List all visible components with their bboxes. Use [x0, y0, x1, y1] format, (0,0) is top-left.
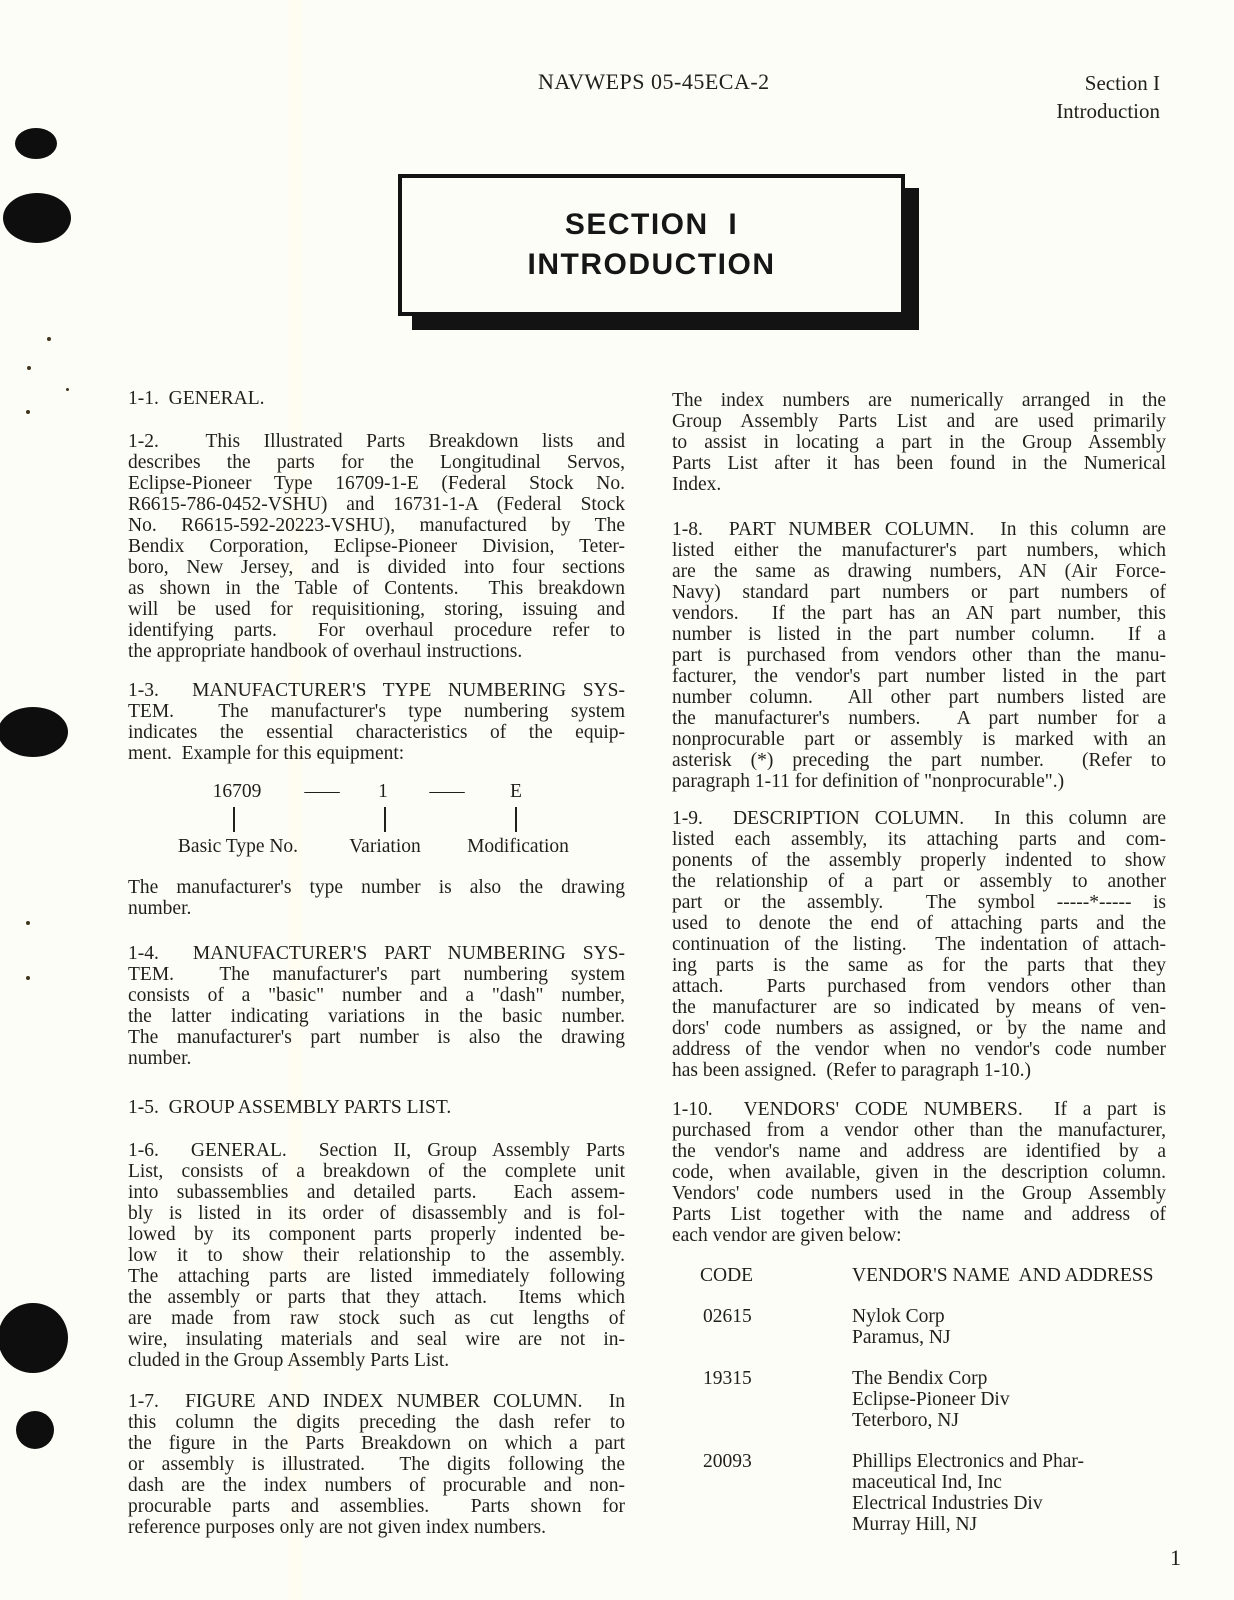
- text-line: number is listed in the part number column. If a: [672, 624, 1166, 645]
- text-line: listed each assembly, its attaching parts and com-: [672, 829, 1166, 850]
- text-line: number column. All other part numbers listed are: [672, 687, 1166, 708]
- text-line: the latter indicating variations in the basic number.: [128, 1006, 625, 1027]
- text-line: this column the digits preceding the dash refer to: [128, 1412, 625, 1433]
- paragraph-1-6: [128, 1140, 625, 1371]
- section-header-line2: Introduction: [1056, 99, 1160, 123]
- text-line: to assist in locating a part in the Group Assembly: [672, 432, 1166, 453]
- text-line: Parts List after it has been found in the Numerical: [672, 453, 1166, 474]
- text-line: identifying parts. For overhaul procedure refer to: [128, 620, 625, 641]
- code-column-header: CODE: [700, 1265, 754, 1286]
- text-line: dors' code numbers as assigned, or by the name and: [672, 1018, 1166, 1039]
- connector-line: [515, 807, 517, 832]
- text-line: 1-6. GENERAL. Section II, Group Assembly Parts: [128, 1140, 625, 1161]
- text-line: R6615-786-0452-VSHU) and 16731-1-A (Federal Stock: [128, 494, 625, 515]
- vendor-address-line: Nylok Corp: [852, 1306, 945, 1327]
- text-line: are made from raw stock such as cut lengths of: [128, 1308, 625, 1329]
- vendor-row: [672, 1306, 1166, 1348]
- paragraph-1-2: [128, 431, 625, 662]
- ink-speck: [26, 921, 30, 925]
- text-line: Parts List together with the name and address of: [672, 1204, 1166, 1225]
- paragraph-1-7: [128, 1391, 625, 1538]
- vendor-row: [672, 1451, 1166, 1535]
- hole-punch-dot: [15, 128, 57, 159]
- vendor-address-line: Eclipse-Pioneer Div: [852, 1389, 1010, 1410]
- text-line: code, when available, given in the description column.: [672, 1162, 1166, 1183]
- text-line: attach. Parts purchased from vendors other than: [672, 976, 1166, 997]
- text-line: used to denote the end of attaching parts and the: [672, 913, 1166, 934]
- vendor-row: [672, 1368, 1166, 1431]
- text-line: The manufacturer's type number is also the drawing: [128, 877, 625, 898]
- vendor-name-column-header: VENDOR'S NAME AND ADDRESS: [852, 1265, 1154, 1286]
- text-line: the appropriate handbook of overhaul instructions.: [128, 641, 523, 662]
- text-line: dash are the index numbers of procurable and non-: [128, 1475, 625, 1496]
- diagram-dash: —: [304, 781, 340, 802]
- diagram-dash: —: [429, 781, 465, 802]
- text-line: 1-4. MANUFACTURER'S PART NUMBERING SYS-: [128, 943, 625, 964]
- text-line: are the same as drawing numbers, AN (Air Force-: [672, 561, 1166, 582]
- paragraph-1-8: [672, 519, 1166, 792]
- text-line: the assembly or parts that they attach. Items which: [128, 1287, 625, 1308]
- text-line: 1-1. GENERAL.: [128, 388, 265, 409]
- text-line: procurable parts and assemblies. Parts shown for: [128, 1496, 625, 1517]
- ink-speck: [66, 388, 69, 391]
- text-line: The manufacturer's part number is also the drawing: [128, 1027, 625, 1048]
- text-line: 1-9. DESCRIPTION COLUMN. In this column are: [672, 808, 1166, 829]
- text-line: consists of a "basic" number and a "dash" number,: [128, 985, 625, 1006]
- text-line: 1-8. PART NUMBER COLUMN. In this column are: [672, 519, 1166, 540]
- text-line: Group Assembly Parts List and are used primarily: [672, 411, 1166, 432]
- right-column: [672, 390, 1166, 1535]
- text-line: describes the parts for the Longitudinal Servos,: [128, 452, 625, 473]
- vendors-table: [672, 1265, 1166, 1535]
- text-line: the relationship of a part or assembly to another: [672, 871, 1166, 892]
- vendor-address-line: Phillips Electronics and Phar-: [852, 1451, 1084, 1472]
- diagram-basic-number: 16709: [212, 781, 262, 802]
- text-line: 1-7. FIGURE AND INDEX NUMBER COLUMN. In: [128, 1391, 625, 1412]
- text-line: The attaching parts are listed immediately following: [128, 1266, 625, 1287]
- text-line: indicates the essential characteristics of the equip-: [128, 722, 625, 743]
- paragraph-index-numbers: [672, 390, 1166, 495]
- type-number-diagram: [128, 781, 625, 857]
- text-line: wire, insulating materials and seal wire are not in-: [128, 1329, 625, 1350]
- text-line: as shown in the Table of Contents. This breakdown: [128, 578, 625, 599]
- diagram-label-variation: Variation: [349, 836, 421, 857]
- vendor-code: 19315: [703, 1368, 752, 1389]
- section-title-line2: INTRODUCTION: [527, 248, 776, 281]
- hole-punch-dot: [3, 193, 71, 243]
- paragraph-1-4: [128, 943, 625, 1069]
- ink-speck: [47, 337, 51, 341]
- text-line: has been assigned. (Refer to paragraph 1-10.): [672, 1060, 1031, 1081]
- paragraph-1-1: [128, 388, 625, 409]
- paragraph-1-9: [672, 808, 1166, 1081]
- vendor-code: 02615: [703, 1306, 752, 1327]
- diagram-label-basic: Basic Type No.: [177, 836, 299, 857]
- section-title-line1: SECTION I: [564, 208, 739, 241]
- text-line: or assembly is illustrated. The digits following the: [128, 1454, 625, 1475]
- vendor-address-line: Paramus, NJ: [852, 1327, 951, 1348]
- diagram-modification-letter: E: [510, 781, 522, 802]
- paragraph-1-5: [128, 1097, 625, 1118]
- hole-punch-dot: [16, 1411, 54, 1449]
- text-line: TEM. The manufacturer's part numbering system: [128, 964, 625, 985]
- text-line: 1-10. VENDORS' CODE NUMBERS. If a part is: [672, 1099, 1166, 1120]
- text-line: the figure in the Parts Breakdown on which a part: [128, 1433, 625, 1454]
- text-line: asterisk (*) preceding the part number. (Refer to: [672, 750, 1166, 771]
- text-line: the manufacturer's numbers. A part number for a: [672, 708, 1166, 729]
- text-line: ing parts is the same as for the parts that they: [672, 955, 1166, 976]
- text-line: part or the assembly. The symbol -----*----- is: [672, 892, 1166, 913]
- text-line: the vendor's name and address are identified by a: [672, 1141, 1166, 1162]
- document-number-header: NAVWEPS 05-45ECA-2: [538, 69, 770, 94]
- vendor-name-address: [852, 1306, 1166, 1348]
- vendor-address-line: Murray Hill, NJ: [852, 1514, 978, 1535]
- section-header: [1056, 69, 1160, 125]
- section-header-line1: Section I: [1084, 71, 1160, 95]
- text-line: Navy) standard part numbers or part numbers of: [672, 582, 1166, 603]
- text-line: lowed by its component parts properly indented be-: [128, 1224, 625, 1245]
- text-line: continuation of the listing. The indentation of attach-: [672, 934, 1166, 955]
- text-line: 1-2. This Illustrated Parts Breakdown lists and: [128, 431, 625, 452]
- diagram-variation-number: 1: [378, 781, 388, 802]
- vendor-address-line: The Bendix Corp: [852, 1368, 988, 1389]
- connector-line: [233, 807, 235, 832]
- text-line: Eclipse-Pioneer Type 16709-1-E (Federal Stock No.: [128, 473, 625, 494]
- text-line: ponents of the assembly properly indented to show: [672, 850, 1166, 871]
- text-line: cluded in the Group Assembly Parts List.: [128, 1350, 450, 1371]
- ink-speck: [27, 366, 31, 370]
- paragraph-1-3-note: [128, 877, 625, 919]
- paragraph-1-10: [672, 1099, 1166, 1246]
- vendors-table-body: [672, 1306, 1166, 1535]
- text-line: bly is listed in its order of disassembly and is fol-: [128, 1203, 625, 1224]
- vendor-address-line: Electrical Industries Div: [852, 1493, 1043, 1514]
- vendor-name-address: [852, 1368, 1166, 1431]
- text-line: ment. Example for this equipment:: [128, 743, 405, 764]
- text-line: number.: [128, 898, 192, 919]
- text-line: The index numbers are numerically arranged in the: [672, 390, 1166, 411]
- text-line: nonprocurable part or assembly is marked with an: [672, 729, 1166, 750]
- text-line: into subassemblies and detailed parts. Each assem-: [128, 1182, 625, 1203]
- page-number: 1: [1170, 1545, 1181, 1570]
- text-line: low it to show their relationship to the assembly.: [128, 1245, 625, 1266]
- text-line: Vendors' code numbers used in the Group Assembly: [672, 1183, 1166, 1204]
- left-column: [128, 388, 625, 1538]
- text-line: each vendor are given below:: [672, 1225, 902, 1246]
- hole-punch-dot: [0, 707, 68, 757]
- text-line: paragraph 1-11 for definition of "nonprocurable".): [672, 771, 1065, 792]
- vendor-address-line: Teterboro, NJ: [852, 1410, 959, 1431]
- text-line: will be used for requisitioning, storing, issuing and: [128, 599, 625, 620]
- ink-speck: [26, 410, 30, 414]
- text-line: purchased from a vendor other than the manufacturer,: [672, 1120, 1166, 1141]
- paragraph-1-3: [128, 680, 625, 764]
- diagram-label-modification: Modification: [467, 836, 569, 857]
- text-line: 1-5. GROUP ASSEMBLY PARTS LIST.: [128, 1097, 452, 1118]
- text-line: reference purposes only are not given index numbers.: [128, 1517, 547, 1538]
- text-line: part is purchased from vendors other than the manu-: [672, 645, 1166, 666]
- vendors-table-header: [672, 1265, 1166, 1286]
- text-line: listed either the manufacturer's part numbers, which: [672, 540, 1166, 561]
- hole-punch-dot: [0, 1303, 68, 1373]
- text-line: TEM. The manufacturer's type numbering system: [128, 701, 625, 722]
- vendor-name-address: [852, 1451, 1166, 1535]
- text-line: No. R6615-592-20223-VSHU), manufactured by The: [128, 515, 625, 536]
- text-line: facturer, the vendor's part number listed in the part: [672, 666, 1166, 687]
- connector-line: [384, 807, 386, 832]
- section-title-box: [398, 174, 905, 316]
- text-line: number.: [128, 1048, 192, 1069]
- text-line: boro, New Jersey, and is divided into four sections: [128, 557, 625, 578]
- text-line: 1-3. MANUFACTURER'S TYPE NUMBERING SYS-: [128, 680, 625, 701]
- text-line: vendors. If the part has an AN part number, this: [672, 603, 1166, 624]
- ink-speck: [26, 976, 30, 980]
- vendor-address-line: maceutical Ind, Inc: [852, 1472, 1002, 1493]
- text-line: address of the vendor when no vendor's code number: [672, 1039, 1166, 1060]
- text-line: Bendix Corporation, Eclipse-Pioneer Division, Teter-: [128, 536, 625, 557]
- text-line: the manufacturer are so indicated by means of ven-: [672, 997, 1166, 1018]
- text-line: List, consists of a breakdown of the complete unit: [128, 1161, 625, 1182]
- text-line: Index.: [672, 474, 722, 495]
- vendor-code: 20093: [703, 1451, 752, 1472]
